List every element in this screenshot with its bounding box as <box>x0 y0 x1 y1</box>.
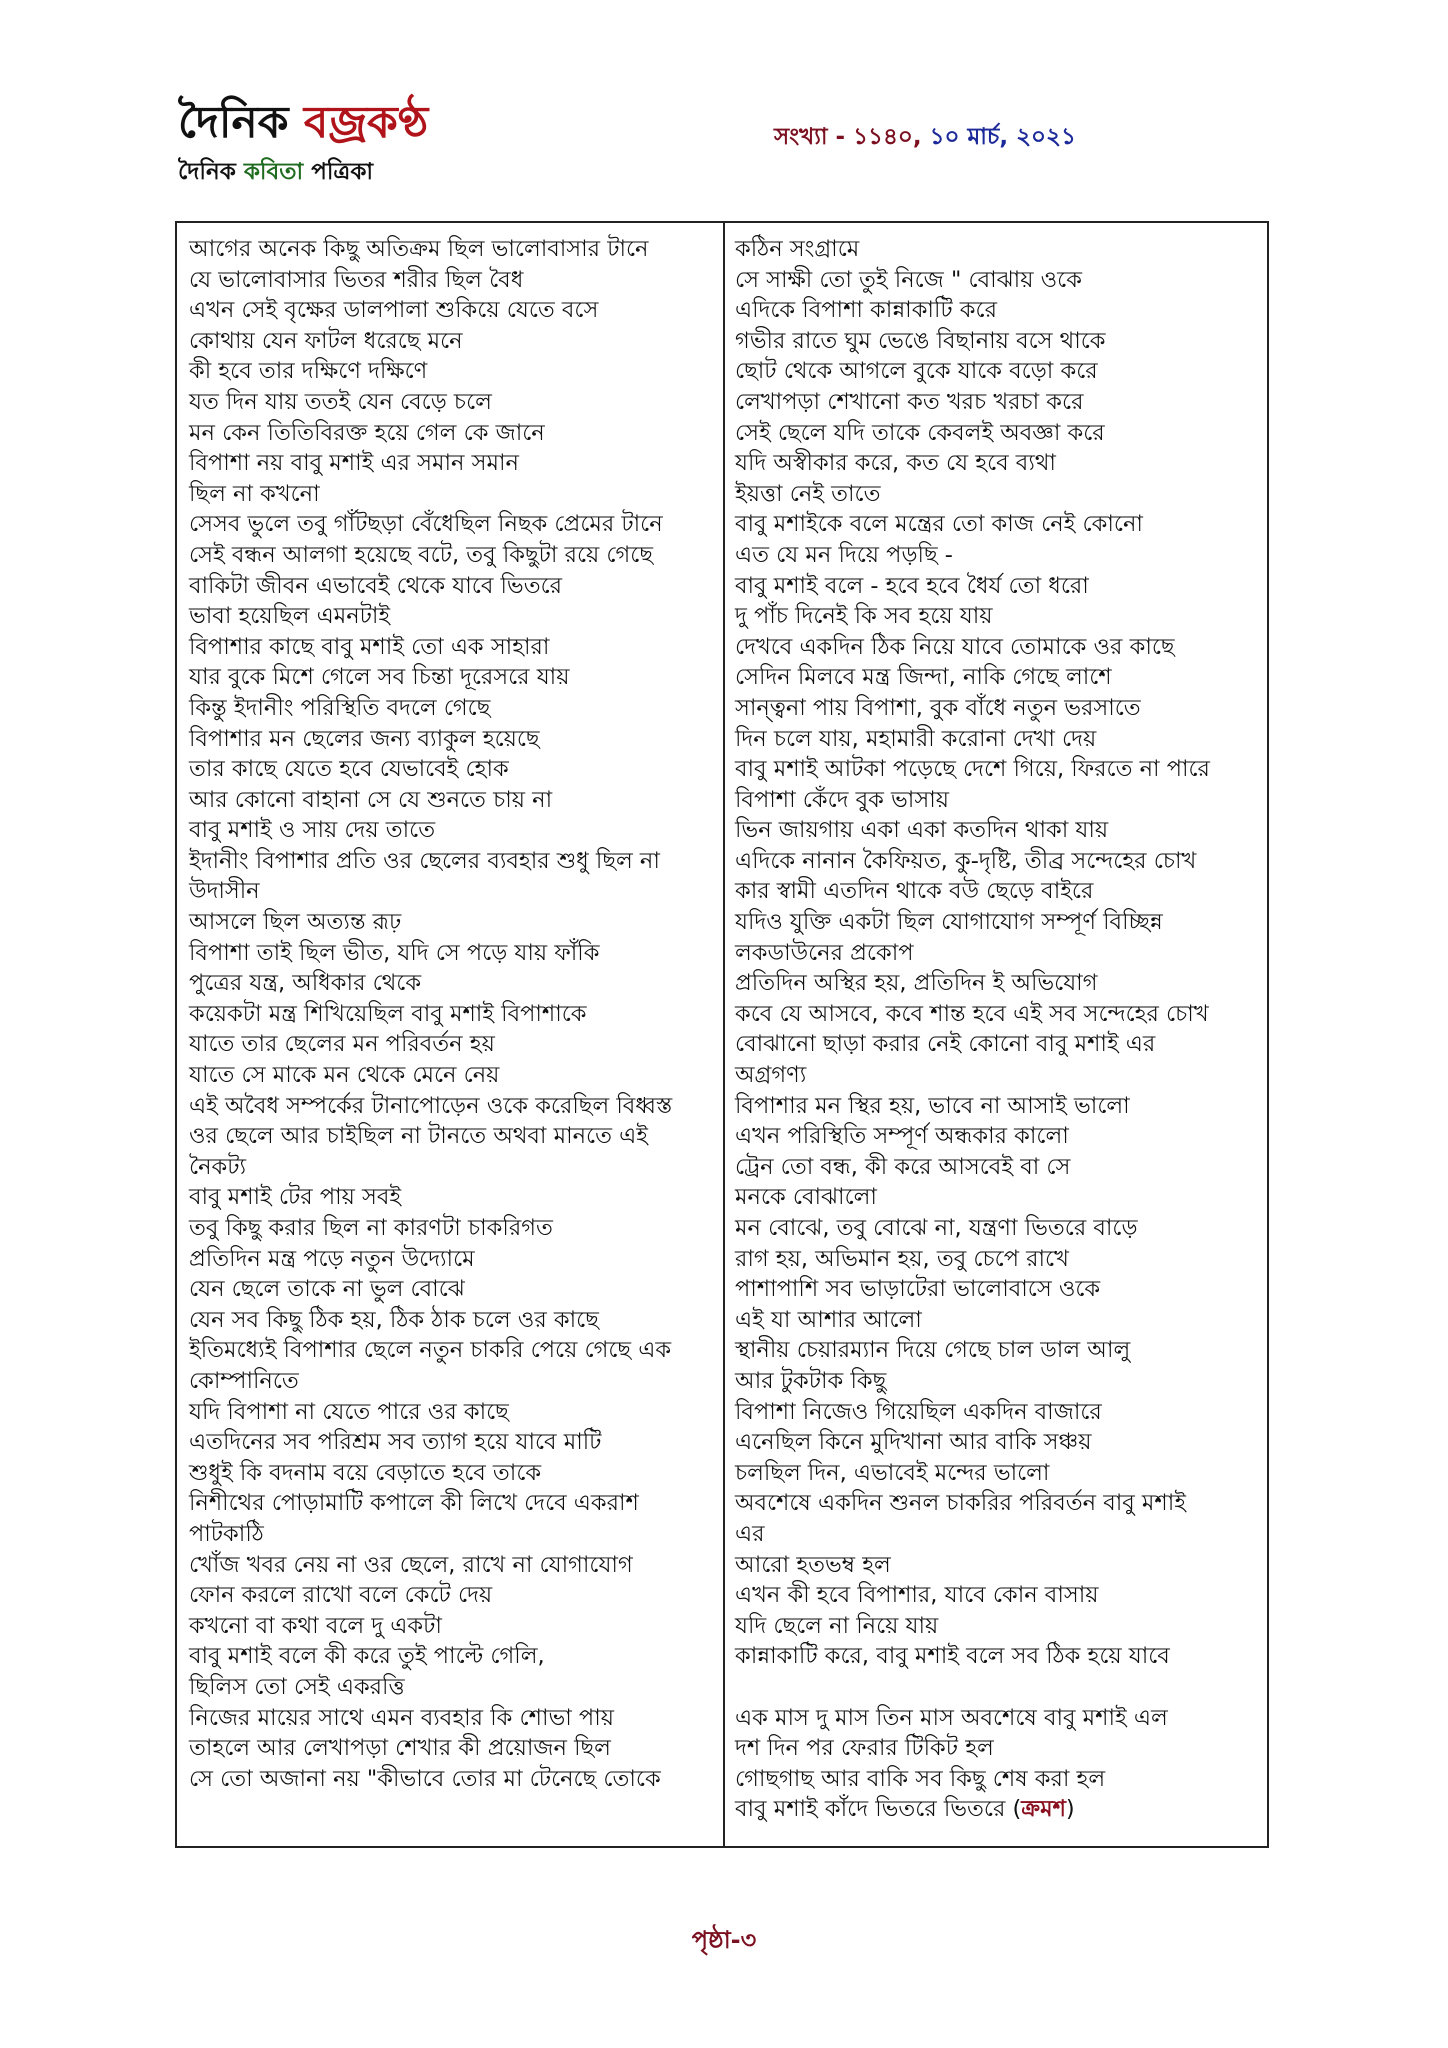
poem-line: উদাসীন <box>189 878 260 905</box>
poem-line: কিন্তু ইদানীং পরিস্থিতি বদলে গেছে <box>189 694 491 721</box>
poem-line: বিপাশার মন স্থির হয়, ভাবে না আসাই ভালো <box>735 1092 1130 1119</box>
poem-line: ফোন করলে রাখো বলে কেটে দেয় <box>189 1582 493 1609</box>
poem-line: এর <box>735 1520 765 1547</box>
poem-line: কোথায় যেন ফাটল ধরেছে মনে <box>189 327 463 354</box>
poem-line: গভীর রাতে ঘুম ভেঙে বিছানায় বসে থাকে <box>735 327 1106 354</box>
poem-line: ইয়ত্তা নেই তাতে <box>735 480 881 507</box>
poem-line: মন কেন তিতিবিরক্ত হয়ে গেল কে জানে <box>189 419 545 446</box>
poem-line: বিপাশার মন ছেলের জন্য ব্যাকুল হয়েছে <box>189 725 540 752</box>
poem-line: কবে যে আসবে, কবে শান্ত হবে এই সব সন্দেহের চোখ <box>735 1000 1209 1027</box>
poem-right-column <box>735 234 1260 1825</box>
poem-line: স্থানীয় চেয়ারম্যান দিয়ে গেছে চাল ডাল আলু <box>735 1337 1131 1364</box>
poem-line: শুধুই কি বদনাম বয়ে বেড়াতে হবে তাকে <box>189 1459 542 1486</box>
poem-line: এতদিনের সব পরিশ্রম সব ত্যাগ হয়ে যাবে মাটি <box>189 1429 602 1456</box>
poem-line: কোম্পানিতে <box>189 1367 299 1394</box>
page-number: পৃষ্ঠা-৩ <box>691 1926 757 1954</box>
poem-line: যেন ছেলে তাকে না ভুল বোঝে <box>189 1276 465 1303</box>
poem-line: সেদিন মিলবে মন্ত্র জিন্দা, নাকি গেছে লাশে <box>735 664 1112 691</box>
poem-line: ছিল না কখনো <box>189 480 320 507</box>
poem-line: পাটকাঠি <box>189 1520 264 1547</box>
column-divider <box>723 221 725 1848</box>
poem-line: দেখবে একদিন ঠিক নিয়ে যাবে তোমাকে ওর কাছে <box>735 633 1175 660</box>
tagline-word-3: পত্রিকা <box>311 159 374 185</box>
poem-line: যদি অস্বীকার করে, কত যে হবে ব্যথা <box>735 450 1056 477</box>
stanza-break <box>735 1672 1260 1703</box>
poem-line: যদি বিপাশা না যেতে পারে ওর কাছে <box>189 1398 509 1425</box>
poem-line: বাবু মশাই টের পায় সবই <box>189 1184 402 1211</box>
poem-left-column <box>189 234 711 1794</box>
poem-line: বাবু মশাই ও সায় দেয় তাতে <box>189 817 436 844</box>
poem-line: যেন সব কিছু ঠিক হয়, ঠিক ঠাক চলে ওর কাছে <box>189 1306 599 1333</box>
issue-info <box>774 118 1076 157</box>
poem-line: যাতে তার ছেলের মন পরিবর্তন হয় <box>189 1031 495 1058</box>
poem-line: দশ দিন পর ফেরার টিকিট হল <box>735 1735 994 1762</box>
poem-line: দু পাঁচ দিনেই কি সব হয়ে যায় <box>735 603 993 630</box>
poem-line: কঠিন সংগ্রামে <box>735 236 860 262</box>
poem-line: যাতে সে মাকে মন থেকে মেনে নেয় <box>189 1062 500 1089</box>
poem-line: ভাবা হয়েছিল এমনটাই <box>189 603 391 630</box>
poem-line: বিপাশার কাছে বাবু মশাই তো এক সাহারা <box>189 633 550 660</box>
poem-line: আরো হতভম্ব হল <box>735 1551 891 1578</box>
poem-line: বিপাশা তাই ছিল ভীত, যদি সে পড়ে যায় ফাঁকি <box>189 939 600 966</box>
closing-paren: ) <box>1065 1796 1075 1823</box>
poem-line: গোছগাছ আর বাকি সব কিছু শেষ করা হল <box>735 1765 1106 1792</box>
poem-line: ওর ছেলে আর চাইছিল না টানতে অথবা মানতে এই <box>189 1123 648 1150</box>
poem-line: সেসব ভুলে তবু গাঁটছড়া বেঁধেছিল নিছক প্রেমের টানে <box>189 511 663 538</box>
poem-line: প্রতিদিন অস্থির হয়, প্রতিদিন ই অভিযোগ <box>735 970 1098 997</box>
poem-line: তার কাছে যেতে হবে যেভাবেই হোক <box>189 756 509 783</box>
poem-line: খোঁজ খবর নেয় না ওর ছেলে, রাখে না যোগাযোগ <box>189 1551 633 1578</box>
poem-line: মন বোঝে, তবু বোঝে না, যন্ত্রণা ভিতরে বাড়ে <box>735 1215 1138 1241</box>
poem-line: পাশাপাশি সব ভাড়াটেরা ভালোবাসে ওকে <box>735 1276 1101 1303</box>
poem-line: সে সাক্ষী তো তুই নিজে " বোঝায় ওকে <box>735 266 1082 293</box>
logo-word-1: দৈনিক <box>178 97 289 148</box>
poem-line: নৈকট্য <box>189 1153 247 1180</box>
poem-line: বাবু মশাই বলে কী করে তুই পাল্টে গেলি, <box>189 1643 545 1670</box>
poem-line: যে ভালোবাসার ভিতর শরীর ছিল বৈধ <box>189 266 524 293</box>
poem-line: অগ্রগণ্য <box>735 1062 807 1089</box>
poem-line: এখন সেই বৃক্ষের ডালপালা শুকিয়ে যেতে বসে <box>189 297 599 324</box>
poem-line: অবশেষে একদিন শুনল চাকরির পরিবর্তন বাবু মশাই <box>735 1490 1186 1517</box>
poem-line: সেই ছেলে যদি তাকে কেবলই অবজ্ঞা করে <box>735 419 1105 446</box>
poem-line: কয়েকটা মন্ত্র শিখিয়েছিল বাবু মশাই বিপাশাকে <box>189 1000 587 1027</box>
poem-line: সেই বন্ধন আলগা হয়েছে বটে, তবু কিছুটা রয়ে গেছে <box>189 541 653 568</box>
poem-line: ট্রেন তো বন্ধ, কী করে আসবেই বা সে <box>735 1153 1071 1180</box>
issue-date: ১০ মার্চ, ২০২১ <box>929 124 1076 150</box>
poem-line: কী হবে তার দক্ষিণে দক্ষিণে <box>189 358 428 385</box>
logo-word-2: বজ্রকণ্ঠ <box>303 97 429 148</box>
poem-line: আর কোনো বাহানা সে যে শুনতে চায় না <box>189 786 553 813</box>
poem-line: ইতিমধ্যেই বিপাশার ছেলে নতুন চাকরি পেয়ে গেছে এক <box>189 1337 672 1364</box>
poem-line: তবু কিছু করার ছিল না কারণটা চাকরিগত <box>189 1215 553 1241</box>
poem-line: বাকিটা জীবন এভাবেই থেকে যাবে ভিতরে <box>189 572 562 599</box>
poem-line: বাবু মশাইকে বলে মন্ত্রের তো কাজ নেই কোনো <box>735 511 1143 538</box>
poem-line: বিপাশা কেঁদে বুক ভাসায় <box>735 786 949 813</box>
poem-line: প্রতিদিন মন্ত্র পড়ে নতুন উদ্যোমে <box>189 1245 475 1272</box>
poem-line: এদিকে বিপাশা কান্নাকাটি করে <box>735 297 997 324</box>
poem-line: কার স্বামী এতদিন থাকে বউ ছেড়ে বাইরে <box>735 878 1094 905</box>
poem-line: যদিও যুক্তি একটা ছিল যোগাযোগ সম্পূর্ণ বিচ্ছিন্ন <box>735 909 1163 936</box>
poem-line: ভিন জায়গায় একা একা কতদিন থাকা যায় <box>735 817 1109 844</box>
poem-line: চলছিল দিন, এভাবেই মন্দের ভালো <box>735 1459 1050 1486</box>
poem-line: যার বুকে মিশে গেলে সব চিন্তা দূরেসরে যায় <box>189 664 570 691</box>
poem-line: এক মাস দু মাস তিন মাস অবশেষে বাবু মশাই এল <box>735 1704 1168 1731</box>
poem-line: এখন পরিস্থিতি সম্পূর্ণ অন্ধকার কালো <box>735 1123 1069 1150</box>
newspaper-logo <box>178 95 428 151</box>
poem-line: আর টুকটাক কিছু <box>735 1367 887 1394</box>
poem-line: এদিকে নানান কৈফিয়ত, কু-দৃষ্টি, তীব্র সন্দেহের চোখ <box>735 847 1197 874</box>
poem-line: সান্ত্বনা পায় বিপাশা, বুক বাঁধে নতুন ভরসাতে <box>735 694 1141 721</box>
poem-line: ছিলিস তো সেই একরত্তি <box>189 1673 405 1700</box>
poem-line: মনকে বোঝালো <box>735 1184 877 1211</box>
poem-line: এনেছিল কিনে মুদিখানা আর বাকি সঞ্চয় <box>735 1429 1092 1456</box>
poem-line: পুত্রের যন্ত্র, অধিকার থেকে <box>189 970 422 997</box>
tagline-word-2: কবিতা <box>243 159 304 185</box>
poem-line: আসলে ছিল অত্যন্ত রূঢ় <box>189 909 402 936</box>
poem-line: যদি ছেলে না নিয়ে যায় <box>735 1612 939 1639</box>
poem-line: নিজের মায়ের সাথে এমন ব্যবহার কি শোভা পায় <box>189 1704 614 1731</box>
poem-line: আগের অনেক কিছু অতিক্রম ছিল ভালোবাসার টানে <box>189 236 649 262</box>
poem-line: ছোট থেকে আগলে বুকে যাকে বড়ো করে <box>735 358 1098 385</box>
issue-number: সংখ্যা - ১১৪০, <box>774 124 922 150</box>
poem-line: তাহলে আর লেখাপড়া শেখার কী প্রয়োজন ছিল <box>189 1735 611 1762</box>
masthead <box>178 95 428 192</box>
continued-label: ক্রমশ <box>1021 1796 1066 1823</box>
poem-line: এখন কী হবে বিপাশার, যাবে কোন বাসায় <box>735 1582 1099 1609</box>
poem-line: বাবু মশাই আটকা পড়েছে দেশে গিয়ে, ফিরতে না পারে <box>735 756 1210 783</box>
poem-line: বিপাশা নয় বাবু মশাই এর সমান সমান <box>189 450 519 477</box>
poem-line: যত দিন যায় ততই যেন বেড়ে চলে <box>189 388 492 415</box>
poem-line: নিশীথের পোড়ামাটি কপালে কী লিখে দেবে একরাশ <box>189 1490 639 1517</box>
poem-line: কান্নাকাটি করে, বাবু মশাই বলে সব ঠিক হয়ে যাবে <box>735 1643 1170 1670</box>
poem-line: এত যে মন দিয়ে পড়ছি - <box>735 541 953 568</box>
poem-line: বাবু মশাই বলে - হবে হবে ধৈর্য তো ধরো <box>735 572 1089 599</box>
poem-line: বাবু মশাই কাঁদে ভিতরে ভিতরে (ক্রমশ) <box>735 1796 1075 1823</box>
tagline-word-1: দৈনিক <box>178 159 236 185</box>
poem-line: লকডাউনের প্রকোপ <box>735 939 914 966</box>
poem-line: এই যা আশার আলো <box>735 1306 922 1333</box>
poem-line: দিন চলে যায়, মহামারী করোনা দেখা দেয় <box>735 725 1097 752</box>
poem-line: ইদানীং বিপাশার প্রতি ওর ছেলের ব্যবহার শুধু ছিল না <box>189 847 660 874</box>
poem-line: বোঝানো ছাড়া করার নেই কোনো বাবু মশাই এর <box>735 1031 1156 1058</box>
poem-line: সে তো অজানা নয় "কীভাবে তোর মা টেনেছে তোকে <box>189 1765 661 1792</box>
tagline <box>178 153 428 192</box>
poem-line: কখনো বা কথা বলে দু একটা <box>189 1612 442 1639</box>
poem-line: এই অবৈধ সম্পর্কের টানাপোড়েন ওকে করেছিল বিধ্বস্ত <box>189 1092 673 1119</box>
poem-line: লেখাপড়া শেখানো কত খরচ খরচা করে <box>735 388 1084 415</box>
poem-line: রাগ হয়, অভিমান হয়, তবু চেপে রাখে <box>735 1245 1069 1272</box>
poem-line: বিপাশা নিজেও গিয়েছিল একদিন বাজারে <box>735 1398 1102 1425</box>
